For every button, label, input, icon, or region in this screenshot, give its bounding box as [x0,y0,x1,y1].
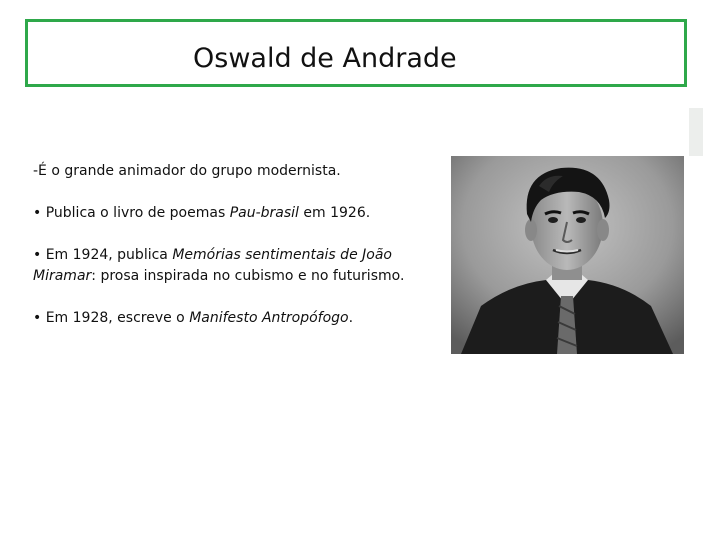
slide-title: Oswald de Andrade [193,43,457,74]
bullet-text: -É o grande animador do grupo modernista. [33,163,341,179]
bullet-text: • Publica o livro de poemas [33,205,230,221]
bullet-item [33,203,443,224]
bullet-text: : prosa inspirada no cubismo e no futurismo. [91,268,405,284]
bullet-text: . [348,310,354,326]
bullet-text: em 1926. [298,205,371,221]
book-title: Manifesto Antropófogo [189,310,349,326]
book-title: Memórias sentimentais de João Miramar [33,247,392,284]
bullet-list [33,161,443,350]
bullet-item [33,245,443,287]
portrait-illustration [451,156,684,354]
edge-strip [689,108,703,156]
title-box [25,19,687,87]
bullet-item [33,308,443,329]
book-title: Pau-brasil [229,205,299,221]
portrait-photo [451,156,684,354]
bullet-text: • Em 1928, escreve o [33,310,190,326]
bullet-text: • Em 1924, publica [33,247,173,263]
bullet-item [33,161,443,182]
